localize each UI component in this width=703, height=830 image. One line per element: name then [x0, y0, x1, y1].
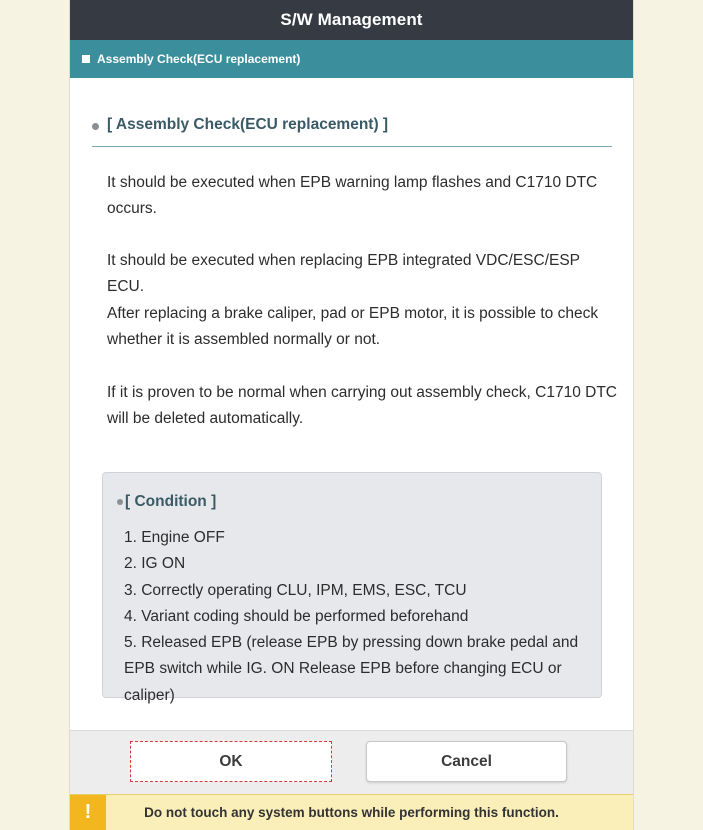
subheader-label: Assembly Check(ECU replacement)	[97, 52, 301, 66]
sw-management-dialog	[69, 0, 634, 830]
paragraph-4: If it is proven to be normal when carrying out assembly check, C1710 DTC will be deleted automatically.	[107, 384, 618, 427]
paragraph-2: It should be executed when replacing EPB integrated VDC/ESC/ESP ECU.	[107, 252, 580, 295]
condition-box	[102, 472, 602, 704]
window-title: S/W Management	[70, 0, 633, 40]
square-bullet-icon	[82, 55, 90, 63]
exclamation-icon: !	[70, 795, 106, 830]
cancel-button[interactable]: Cancel	[366, 741, 567, 782]
condition-item: 1. Engine OFF	[124, 529, 225, 546]
section-title-text: [ Assembly Check(ECU replacement) ]	[107, 116, 389, 133]
button-footer	[70, 730, 633, 794]
condition-title-text: [ Condition ]	[125, 493, 217, 510]
condition-title	[117, 493, 216, 511]
subheader-bar	[70, 40, 633, 78]
warning-banner	[70, 794, 633, 830]
paragraph-1: It should be executed when EPB warning lamp flashes and C1710 DTC occurs.	[107, 174, 598, 217]
condition-item: 4. Variant coding should be performed beforehand	[124, 607, 469, 625]
condition-list	[124, 525, 592, 709]
condition-item: 3. Correctly operating CLU, IPM, EMS, ESC, TCU	[124, 581, 467, 599]
paragraph-3: After replacing a brake caliper, pad or EPB motor, it is possible to check whether it is assembled normally or not.	[107, 305, 599, 348]
condition-item: 2. IG ON	[124, 555, 186, 573]
section-title	[92, 116, 612, 147]
condition-item: 5. Released EPB (release EPB by pressing down brake pedal and EPB switch while IG. ON Release EPB before changing ECU or caliper)	[124, 634, 579, 704]
warning-text: Do not touch any system buttons while performing this function.	[144, 805, 559, 820]
content-area	[70, 78, 633, 730]
bullet-dot-icon	[92, 123, 99, 130]
bullet-dot-icon	[117, 499, 123, 505]
ok-button[interactable]: OK	[130, 741, 332, 782]
